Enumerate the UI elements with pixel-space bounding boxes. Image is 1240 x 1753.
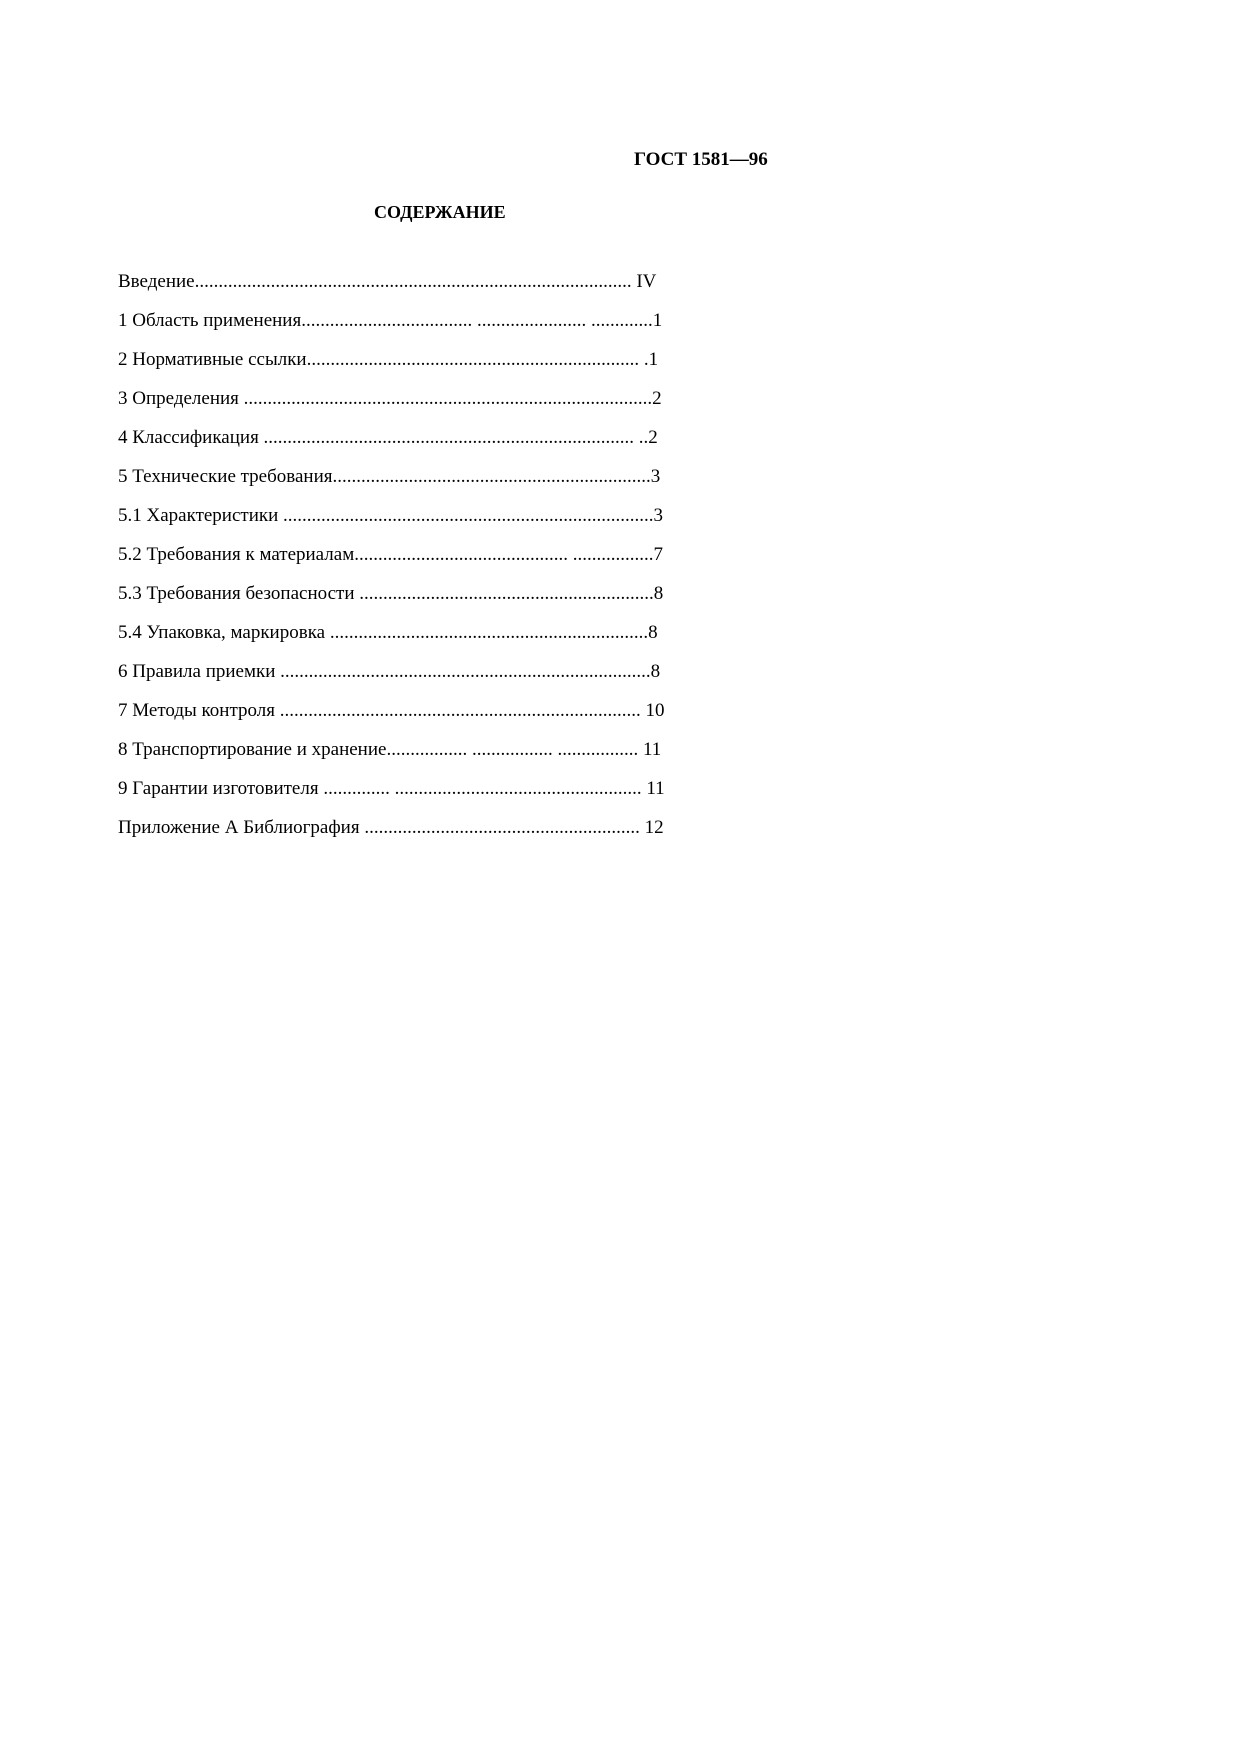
toc-entry-acceptance-rules: 6 Правила приемки ..............................................................................8 [118,661,661,682]
toc-entry-manufacturer-warranty: 9 Гарантии изготовителя .............. .................................................... 11 [118,778,665,799]
toc-entry-normative-references: 2 Нормативные ссылки...................................................................... .1 [118,349,659,370]
toc-title: СОДЕРЖАНИЕ [374,202,506,222]
toc-entry-test-methods: 7 Методы контроля ............................................................................ 10 [118,700,665,721]
toc-entry-classification: 4 Классификация .............................................................................. ..2 [118,427,658,448]
toc-entry-packaging-marking: 5.4 Упаковка, маркировка ...................................................................8 [118,622,658,643]
toc-entry-transport-storage: 8 Транспортирование и хранение................. ................. ................. 11 [118,739,662,760]
toc-entry-material-requirements: 5.2 Требования к материалам............................................. .................7 [118,544,663,565]
toc-entry-introduction: Введение............................................................................................ IV [118,271,657,292]
toc-entry-characteristics: 5.1 Характеристики ..............................................................................3 [118,505,664,526]
toc-entry-safety-requirements: 5.3 Требования безопасности ..............................................................8 [118,583,664,604]
toc-entry-definitions: 3 Определения ......................................................................................2 [118,388,662,409]
toc-entry-technical-requirements: 5 Технические требования...................................................................3 [118,466,661,487]
toc-list [118,270,665,855]
document-code: ГОСТ 1581—96 [634,149,768,170]
toc-entry-appendix-bibliography: Приложение А Библиография .......................................................... 12 [118,817,664,838]
toc-entry-scope: 1 Область применения.................................... ....................... .............1 [118,310,663,331]
